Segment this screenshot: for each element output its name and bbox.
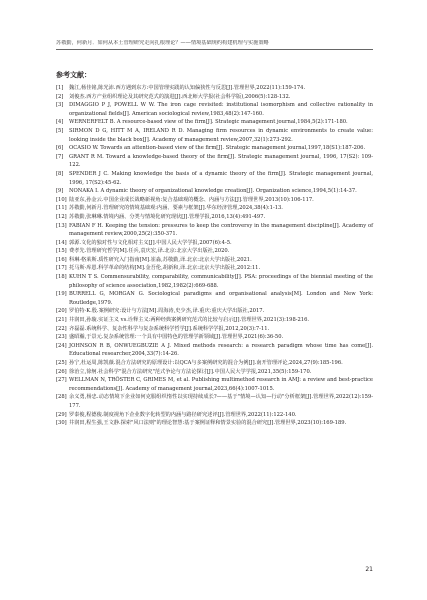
reference-number: [29]	[56, 411, 67, 418]
reference-item	[56, 325, 373, 334]
reference-text: SIRMON D G, HITT M A, IRELAND R D. Managing firm resources in dynamic environments to create value: looking inside the black box[J]. Academy of management review,2007,32(1):273-292.	[69, 127, 373, 143]
reference-number: [24]	[56, 342, 67, 349]
reference-number: [16]	[56, 256, 67, 263]
reference-text: JOHNSON R B, ONWUEGBUZIE A J. Mixed methods research: a research paradigm whose time has come[J]. Educational researcher,2004,33(7):14-26.	[69, 342, 373, 358]
reference-text: WELLMAN N, TRÖSTER C, GRIMES M, et al. Publishing multimethod research in AMJ: a review and best-practice recommendations[J]. Academy of management journal,2023,66(4):1007-1015.	[69, 377, 373, 392]
reference-item	[56, 222, 373, 239]
reference-item	[56, 196, 373, 205]
reference-text: WERNERFELT B. A resource-based view of the firm[J]. Strategic management journal,1984,5(2):171-180.	[69, 119, 348, 126]
reference-text: 科琳·格莱斯.质性研究入门指南[M].崔淼,苏敬勤,译.北京:北京大学出版社,2021.	[69, 256, 252, 263]
reference-number: [15]	[56, 248, 67, 255]
reference-item	[56, 118, 373, 127]
reference-item	[56, 290, 373, 307]
reference-number: [30]	[56, 420, 67, 427]
reference-text: NONAKA I. A dynamic theory of organizational knowledge creation[J]. Organization science,1994,5(1):14-37.	[69, 188, 357, 195]
reference-text: 托马斯·库恩.科学革命的结构[M].金吾伦,胡新和,译.北京:北京大学出版社,2012:11.	[69, 265, 261, 272]
reference-item	[56, 376, 373, 393]
reference-item	[56, 93, 373, 102]
reference-item	[56, 247, 373, 256]
reference-number: [2]	[56, 93, 64, 100]
reference-number: [26]	[56, 368, 67, 375]
reference-text: 苏敬勤,张琳琳.情境内涵、分类与情境化研究现状[J].管理学报,2016,13(4):491-497.	[69, 213, 266, 220]
reference-item	[56, 213, 373, 222]
reference-number: [19]	[56, 291, 67, 298]
reference-text: OCASIO W. Towards an attention-based view of the firm[J]. Strategic management journal,1997,18(S1):187-206.	[69, 145, 366, 152]
reference-item	[56, 411, 373, 420]
page-number: 21	[365, 566, 373, 573]
reference-number: [6]	[56, 145, 64, 152]
reference-number: [7]	[56, 153, 64, 160]
reference-number: [4]	[56, 119, 64, 126]
reference-list	[56, 84, 373, 428]
reference-item	[56, 307, 373, 316]
reference-text: SPENDER J C. Making knowledge the basis of a dynamic theory of the firm[J]. Strategic management journal, 1996, 17(S2):45-62.	[69, 170, 373, 186]
reference-text: 苏敬勤,何新月.管理研究的情境基础观:内涵、要素与框架[J].华东经济管理,2024,38(4):1-13.	[69, 205, 283, 212]
reference-number: [23]	[56, 334, 67, 341]
reference-text: 刘俊杰.西方产业组织理论及其研究范式的演进[J].西北师大学报(社会科学版),2006(5):128-132.	[69, 93, 291, 100]
reference-text: FABIAN F H. Keeping the tension: pressures to keep the controversy in the management discipline[J]. Academy of management review,2000,25(2):350-371.	[69, 222, 373, 238]
reference-item	[56, 264, 373, 273]
reference-item	[56, 153, 373, 170]
reference-number: [3]	[56, 102, 64, 109]
reference-number: [13]	[56, 222, 67, 229]
reference-item	[56, 187, 373, 196]
reference-text: KUHN T S. Commensurability, comparability, communicability[J]. PSA: proceedings of the biennial meeting of the philosophy of science association,1982,1982(2):669-688.	[69, 274, 373, 289]
reference-item	[56, 419, 373, 428]
reference-text: GRANT R M. Toward a knowledge-based theory of the firm[J]. Strategic management journal, 1996, 17(S2): 109-122.	[69, 153, 373, 169]
reference-number: [9]	[56, 188, 64, 195]
reference-number: [27]	[56, 377, 67, 384]
reference-item	[56, 204, 373, 213]
reference-item	[56, 144, 373, 153]
reference-text: 徐治立,徐舸.社会科学"混合方法研究"范式争论与方法论探讨[J].中国人民大学学报,2021,35(5):159-170.	[69, 368, 312, 375]
reference-number: [28]	[56, 394, 67, 401]
reference-number: [20]	[56, 308, 67, 315]
reference-item	[56, 170, 373, 187]
reference-text: DIMAGGIO P J, POWELL W W. The iron cage revisited: institutional isomorphism and collective rationality in organizational fields[J]. American sociological review,1983,48(2):147-160.	[69, 102, 373, 117]
reference-item	[56, 256, 373, 265]
reference-item	[56, 273, 373, 290]
reference-text: 余义勇,杨忠.动态情境下企业如何克服组织惰性以实现持续成长?——基于"情境—认知—行动"分析框架[J].管理世界,2022(12):159-177.	[69, 394, 373, 409]
reference-number: [1]	[56, 85, 64, 91]
reference-item	[56, 359, 373, 368]
reference-text: 魏江,杨佳铭,陈光沛.西方遇到东方:中国管理实践的认知偏狭性与反思[J].管理世界,2022(11):159-174.	[69, 85, 306, 91]
reference-text: 井润田,孙璇.实证主义 vs.诠释主义:两种经典案例研究范式的比较与启示[J].管理世界,2021(3):198-216.	[69, 317, 310, 324]
reference-item	[56, 84, 373, 93]
reference-number: [11]	[56, 205, 67, 212]
reference-text: 齐磊磊.系统科学、复杂性科学与复杂系统科学哲学[J].系统科学学报,2012,20(3):7-11.	[69, 325, 270, 332]
reference-item	[56, 127, 373, 144]
reference-text: BURRELL G, MORGAN G. Sociological paradigms and organisational analysis[M]. London and New York: Routledge,1979.	[69, 291, 373, 306]
reference-text: 井润田,程生强,王文静.探索"风口法则"的理论智慧:基于案例证释和情景实验的混合研究[J].管理世界,2023(10):169-189.	[69, 420, 347, 427]
reference-text: 陆亚东,孙金云.中国企业成长战略新视角:复合基础观的概念、内涵与方法[J].管理世界,2013(10):106-117.	[69, 196, 314, 203]
reference-number: [17]	[56, 265, 67, 272]
reference-number: [22]	[56, 325, 67, 332]
reference-item	[56, 333, 373, 342]
reference-number: [14]	[56, 239, 67, 246]
reference-item	[56, 316, 373, 325]
reference-text: 郭源.文化的独对性与文化相对主义[J].中国人民大学学报,2007(6):4-5.	[69, 239, 232, 246]
reference-item	[56, 101, 373, 118]
reference-number: [8]	[56, 170, 64, 177]
reference-text: 罗伯特·K.殷.案例研究:设计与方法[M].周海涛,史少杰,译.重庆:重庆大学出版社,2017.	[69, 308, 265, 315]
reference-text: 费孝先.管理研究哲学[M].任兵,袁庆宏,译.北京:北京大学出版社,2020.	[69, 248, 230, 255]
reference-number: [12]	[56, 213, 67, 220]
reference-number: [25]	[56, 360, 67, 366]
reference-item	[56, 239, 373, 248]
reference-text: 罗泰俊,程德俊.制度视角下企业数字化转型的内涵与路径研究述评[J].管理世界,2022(11):122-140.	[69, 411, 297, 418]
reference-item	[56, 342, 373, 359]
reference-number: [21]	[56, 317, 67, 324]
reference-number: [10]	[56, 196, 67, 203]
reference-number: [18]	[56, 274, 67, 281]
reference-item	[56, 368, 373, 377]
references-title: 参考文献：	[56, 71, 91, 79]
reference-text: 盛昭瀚,于景元.复杂系统管理:一个具有中国特色的管理学新领域[J].管理世界,2021(6):36-50.	[69, 334, 284, 341]
reference-number: [5]	[56, 127, 64, 134]
running-header: 苏敬勤，何新月．如何从本土管理研究走向扎根理论？——情境基础规约构建机理与实施策略	[56, 40, 373, 50]
reference-item	[56, 393, 373, 410]
reference-text: 孙宁,杜运周,陈凯薇.混合方法研究的原理设计:以QCA与多案例研究的混合为例[J].南开管理评论,2024,27(9):185-196.	[69, 360, 343, 366]
